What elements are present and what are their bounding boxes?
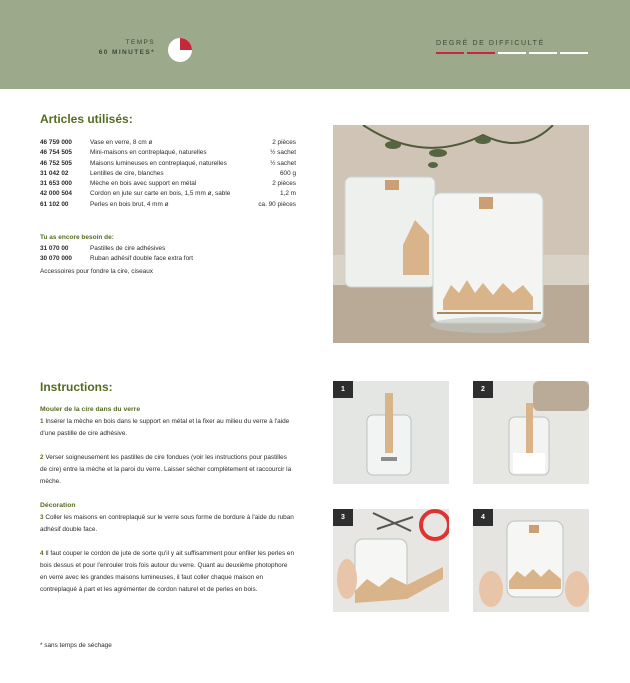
- article-number: 42 000 504: [40, 190, 72, 198]
- article-row: [40, 138, 296, 148]
- step2-text: [40, 452, 295, 488]
- candle-photo: [333, 125, 589, 343]
- step-photo-4: [473, 509, 589, 612]
- difficulty-bar: [498, 52, 526, 54]
- step4-num: 4: [40, 550, 44, 557]
- article-number: 61 102 00: [40, 200, 69, 208]
- article-row: [40, 159, 296, 169]
- article-row: [40, 169, 296, 179]
- articles-table: [40, 138, 296, 210]
- extra-table: [40, 244, 300, 265]
- difficulty-label: DEGRÉ DE DIFFICULTÉ: [436, 40, 545, 47]
- step4-body: Il faut couper le cordon de jute de sorte qu'il y ait suffisamment pour enfiler les perles en bois dessus et pour l'enrouler trois fois autour du verre. Quant au deuxième photophore en verre avec les grandes maisons lumineuses, il faut coller chaque maison en contreplaqué à part et les agrémenter de cordon naturel et de perles en bois.: [40, 550, 295, 593]
- article-quantity: 600 g: [280, 169, 296, 177]
- step-badge-1: 1: [333, 381, 353, 398]
- section1-title: Mouler de la cire dans du verre: [40, 406, 141, 413]
- step4-text: [40, 548, 295, 596]
- section2-title: Décoration: [40, 502, 76, 509]
- header-band: [0, 0, 630, 89]
- difficulty-bar: [560, 52, 588, 54]
- article-quantity: 2 pièces: [272, 139, 296, 146]
- article-quantity: ca. 90 pièces: [258, 200, 296, 208]
- article-description: Cordon en jute sur carte en bois, 1,5 mm ø, sable: [90, 190, 231, 198]
- extra-row: [40, 244, 300, 254]
- extra-row: [40, 254, 300, 264]
- step1-body: Insérer la mèche en bois dans le support en métal et la fixer au milieu du verre à l'aide d'une pastille de cire adhésive.: [40, 418, 290, 437]
- extra-number: 30 070 000: [40, 255, 72, 263]
- difficulty-bar: [529, 52, 557, 54]
- article-number: 46 752 505: [40, 159, 72, 167]
- difficulty-bar: [467, 52, 495, 54]
- article-number: 46 754 505: [40, 149, 72, 157]
- article-description: Maisons lumineuses en contreplaqué, naturelles: [90, 159, 227, 167]
- extra-description: Pastilles de cire adhésives: [90, 245, 166, 252]
- article-quantity: ½ sachet: [270, 159, 296, 167]
- step-badge-3: 3: [333, 509, 353, 526]
- step-photo-2: [473, 381, 589, 484]
- step3-body: Coller les maisons en contreplaqué sur le verre sous forme de bordure à l'aide du ruban adhésif double face.: [40, 514, 294, 533]
- instructions-title: Instructions:: [40, 380, 113, 394]
- time-label: TEMPS: [125, 39, 155, 46]
- clock-time-wedge: [180, 38, 192, 50]
- article-number: 31 042 02: [40, 169, 69, 177]
- article-quantity: ½ sachet: [270, 149, 296, 157]
- step3-text: [40, 512, 295, 536]
- clock-icon: [167, 37, 193, 63]
- time-info: [99, 38, 155, 58]
- article-row: [40, 179, 296, 189]
- article-description: Mèche en bois avec support en métal: [90, 180, 197, 188]
- step-badge-2: 2: [473, 381, 493, 398]
- extra-number: 31 070 00: [40, 245, 69, 252]
- difficulty-bar: [436, 52, 464, 54]
- article-description: Perles en bois brut, 4 mm ø: [90, 200, 169, 208]
- article-row: [40, 189, 296, 199]
- step2-num: 2: [40, 454, 44, 461]
- articles-title: Articles utilisés:: [40, 112, 133, 126]
- article-description: Vase en verre, 8 cm ø: [90, 139, 153, 146]
- step1-text: [40, 416, 295, 440]
- article-number: 31 653 000: [40, 180, 72, 188]
- article-quantity: 1,2 m: [280, 190, 296, 198]
- footnote: * sans temps de séchage: [40, 642, 112, 649]
- time-value: 60 MINUTES*: [98, 49, 155, 56]
- article-quantity: 2 pièces: [272, 180, 296, 188]
- article-row: [40, 200, 296, 210]
- article-number: 46 759 000: [40, 139, 72, 146]
- accessories-text: Accessoires pour fondre la cire, ciseaux: [40, 268, 153, 275]
- extra-description: Ruban adhésif double face extra fort: [90, 255, 194, 263]
- difficulty-meter: [436, 52, 588, 54]
- extra-title: Tu as encore besoin de:: [40, 234, 114, 241]
- article-description: Mini-maisons en contreplaqué, naturelles: [90, 149, 207, 157]
- step3-num: 3: [40, 514, 44, 521]
- step2-body: Verser soigneusement les pastilles de cire fondues (voir les instructions pour pastilles de cire) entre la mèche et la paroi du verre. Laisser sécher complètement et raccourcir la mèche.: [40, 454, 292, 485]
- step-photo-3: [333, 509, 449, 612]
- step-photo-1: [333, 381, 449, 484]
- step1-num: 1: [40, 418, 44, 425]
- step-badge-4: 4: [473, 509, 493, 526]
- article-row: [40, 148, 296, 158]
- article-description: Lentilles de cire, blanches: [90, 169, 164, 177]
